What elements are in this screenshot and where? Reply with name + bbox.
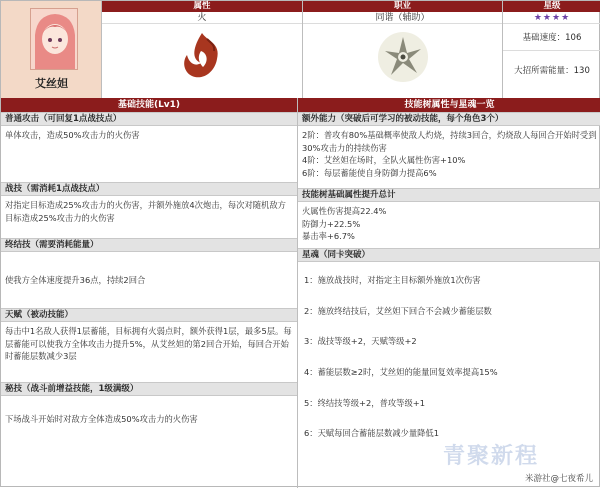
path-column <box>303 1 503 98</box>
skill-title-basic-attack: 普通攻击（可回复1点战技点） <box>1 112 297 126</box>
skill-desc-talent: 每击中1名敌人获得1层蓄能，目标拥有火弱点时，额外获得1层，最多5层。每层蓄能可以使我方全体攻击力提升5%，从艾丝妲的第2回合开始，每回合开始时蓄能层数减少3层 <box>5 326 292 361</box>
eidolon-title: 星魂（同卡突破） <box>298 248 600 262</box>
base-speed: 基础速度：106 <box>503 24 600 51</box>
path-value: 同谐（辅助） <box>303 12 502 24</box>
rarity-stars: ★★★★ <box>503 12 600 24</box>
eidolon-item: 5：终结技等级+2，普攻等级+1 <box>304 397 426 408</box>
skill-desc-basic-attack: 单体攻击，造成50%攻击力的火伤害 <box>5 130 140 140</box>
ult-energy-cost: 大招所需能量：130 <box>514 65 590 76</box>
skill-tree-stat: 防御力+22.5% <box>302 218 361 229</box>
skill-tree-stat: 火属性伤害提高22.4% <box>302 206 387 216</box>
skill-desc-technique: 下场战斗开始时对敌方全体造成50%攻击力的火伤害 <box>5 413 198 424</box>
rarity-title: 星级 <box>503 1 600 12</box>
character-header <box>1 1 600 98</box>
eidolon-item: 2：施放终结技后，艾丝妲下回合不会减少蓄能层数 <box>304 305 492 316</box>
attribute-column <box>102 1 303 98</box>
bonus-ability-title: 额外能力（突破后可学习的被动技能，每个角色3个） <box>298 112 600 126</box>
watermark: 青聚新程 <box>442 444 539 469</box>
eidolon-item: 1：施放战技时，对指定主目标额外施放1次伤害 <box>304 275 481 286</box>
character-name: 艾丝妲 <box>35 77 68 90</box>
author-credit: 米游社@七夜希儿 <box>524 474 593 484</box>
basic-skills-heading: 基础技能(Lv1) <box>1 98 297 112</box>
path-title: 职业 <box>303 1 502 12</box>
skill-tree-total-title: 技能树基础属性提升总计 <box>298 188 600 202</box>
rarity-column <box>503 1 600 98</box>
skill-tree-panel <box>298 98 600 488</box>
character-portrait <box>30 8 78 70</box>
skill-title-technique: 秘技（战斗前增益技能，1级满级） <box>1 382 297 396</box>
skill-tree-stat: 暴击率+6.7% <box>302 231 355 241</box>
portrait-cell <box>1 1 102 98</box>
skill-desc-skill: 对指定目标造成25%攻击力的火伤害，并额外施放4次炮击，每次对随机敌方目标造成25%攻击力的火伤害 <box>5 200 286 223</box>
attribute-title: 属性 <box>102 1 302 12</box>
bonus-ability-list <box>298 126 600 188</box>
attribute-value: 火 <box>102 12 302 24</box>
eidolon-list <box>298 262 600 452</box>
skill-desc-ultimate: 使我方全体速度提升36点，持续2回合 <box>5 274 146 285</box>
skill-tree-total-list <box>298 202 600 248</box>
harmony-path-icon <box>377 31 429 86</box>
eidolon-item: 3：战技等级+2，天赋等级+2 <box>304 336 417 347</box>
bonus-ability-line: 6阶：每层蓄能使自身防御力提高6% <box>302 167 437 178</box>
bonus-ability-line: 4阶：艾丝妲在场时，全队火属性伤害+10% <box>302 155 466 165</box>
basic-skills-panel <box>1 98 298 488</box>
eidolon-item: 4：蓄能层数≥2时，艾丝妲的能量回复效率提高15% <box>304 367 498 378</box>
skill-title-skill: 战技（需消耗1点战技点） <box>1 182 297 196</box>
eidolon-item: 6：天赋每回合蓄能层数减少量降低1 <box>304 428 440 439</box>
skill-tree-heading: 技能树属性与星魂一览 <box>298 98 600 112</box>
skill-title-ultimate: 终结技（需要消耗能量） <box>1 238 297 252</box>
bonus-ability-line: 2阶：普攻有80%基础概率使敌人灼烧，持续3回合，灼烧敌人每回合开始时受到30%攻击力的持续伤害 <box>302 130 597 153</box>
fire-element-icon <box>177 31 227 86</box>
skill-title-talent: 天赋（被动技能） <box>1 308 297 322</box>
